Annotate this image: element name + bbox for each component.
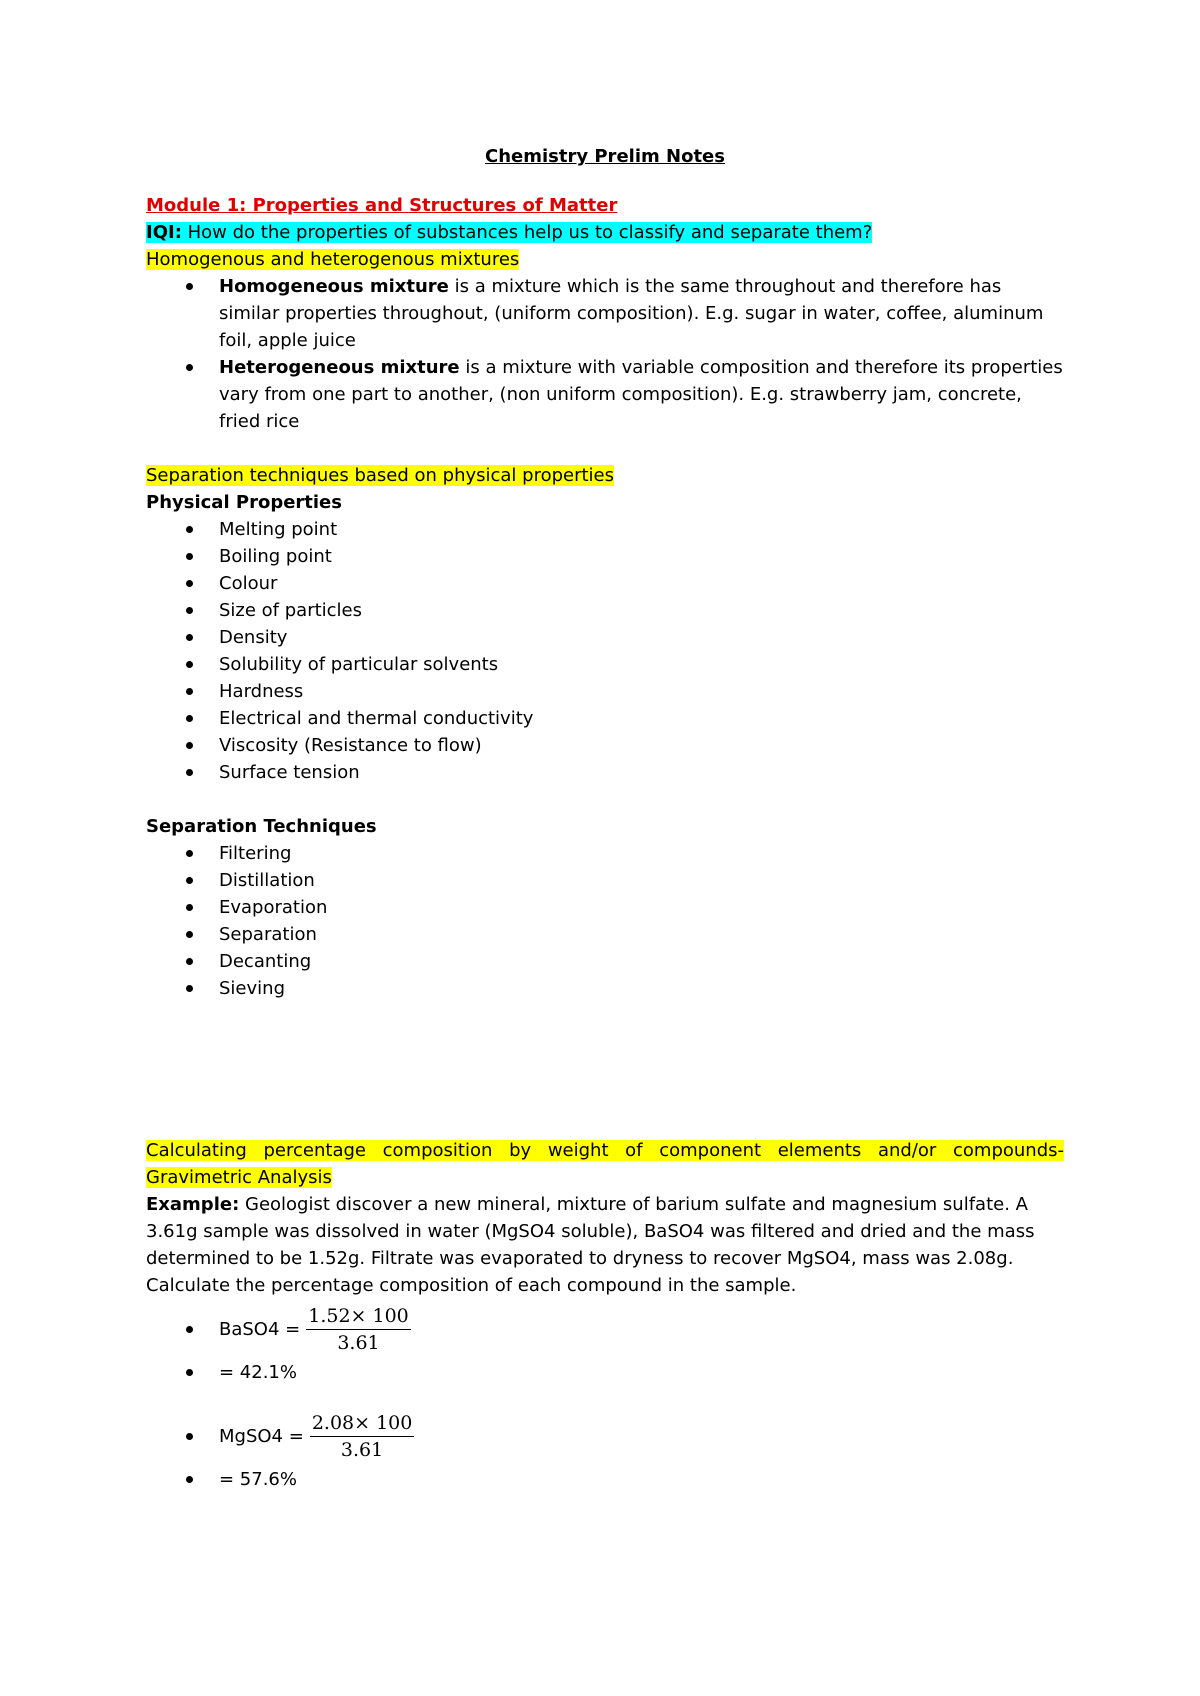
separation-techniques-list [146, 840, 1064, 1002]
mixtures-heading-line [146, 246, 1064, 273]
list-item-homogeneous [146, 273, 1064, 354]
example-text: Geologist discover a new mineral, mixture of barium sulfate and magnesium sulfate. A 3.61g sample was dissolved in water (MgSO4 soluble), BaSO4 was filtered and dried and the mass determined to be 1.52g. Filtrate was evaporated to dryness to recover MgSO4, mass was 2.08g. Calculate the percentage composition of each compound in the sample. [146, 1194, 1035, 1296]
mixtures-heading: Homogenous and heterogenous mixtures [146, 249, 520, 270]
separation-physical-heading: Separation techniques based on physical properties [146, 465, 615, 486]
gravimetric-heading-line1 [146, 1137, 1064, 1164]
term-homogeneous: Homogeneous mixture [219, 276, 449, 297]
list-item: Filtering [146, 840, 1064, 867]
baso4-calculation [146, 1299, 1064, 1386]
mgso4-numerator: 2.08× 100 [310, 1410, 415, 1437]
list-item: Sieving [146, 975, 1064, 1002]
mgso4-formula [146, 1406, 1064, 1466]
separation-techniques-heading: Separation Techniques [146, 816, 377, 837]
baso4-result: = 42.1% [146, 1359, 1064, 1386]
list-item: Boiling point [146, 543, 1064, 570]
list-item-heterogeneous [146, 354, 1064, 435]
document-page [146, 143, 1064, 1493]
spacer [146, 435, 1064, 462]
iqi-label: IQI: [146, 222, 182, 243]
physical-properties-heading: Physical Properties [146, 492, 342, 513]
mgso4-label: MgSO4 = [219, 1425, 304, 1447]
definition-homogeneous: is a mixture which is the same throughout and therefore has similar properties throughout, (uniform composition). E.g. sugar in water, coffee, aluminum foil, apple juice [219, 276, 1044, 351]
mgso4-result: = 57.6% [146, 1466, 1064, 1493]
separation-physical-heading-line [146, 462, 1064, 489]
list-item: Electrical and thermal conductivity [146, 705, 1064, 732]
baso4-denominator: 3.61 [337, 1331, 380, 1354]
baso4-formula [146, 1299, 1064, 1359]
baso4-fraction [306, 1303, 411, 1356]
example-paragraph [146, 1191, 1064, 1299]
iqi-text: How do the properties of substances help us to classify and separate them? [181, 222, 873, 243]
page-title: Chemistry Prelim Notes [485, 146, 725, 167]
gravimetric-heading-2: Gravimetric Analysis [146, 1167, 332, 1188]
list-item: Size of particles [146, 597, 1064, 624]
list-item: Melting point [146, 516, 1064, 543]
mgso4-calculation [146, 1406, 1064, 1493]
mgso4-denominator: 3.61 [340, 1438, 384, 1461]
term-heterogeneous: Heterogeneous mixture [219, 357, 460, 378]
baso4-numerator: 1.52× 100 [306, 1303, 411, 1330]
list-item: Colour [146, 570, 1064, 597]
list-item: Decanting [146, 948, 1064, 975]
spacer [146, 786, 1064, 813]
mgso4-fraction [310, 1410, 415, 1463]
gravimetric-heading-line2 [146, 1164, 1064, 1191]
baso4-label: BaSO4 = [219, 1318, 301, 1340]
list-item: Distillation [146, 867, 1064, 894]
module-heading: Module 1: Properties and Structures of Matter [146, 195, 618, 216]
list-item: Density [146, 624, 1064, 651]
list-item: Solubility of particular solvents [146, 651, 1064, 678]
gravimetric-heading-1: Calculating percentage composition by weight of component elements and/or compounds- [146, 1140, 1064, 1161]
physical-properties-list [146, 516, 1064, 786]
iqi-line [146, 219, 1064, 246]
list-item: Separation [146, 921, 1064, 948]
list-item: Hardness [146, 678, 1064, 705]
example-label: Example: [146, 1194, 240, 1215]
mixtures-list [146, 273, 1064, 435]
list-item: Viscosity (Resistance to flow) [146, 732, 1064, 759]
iqi-highlight [146, 222, 872, 243]
spacer [146, 1386, 1064, 1406]
spacer [146, 1002, 1064, 1137]
list-item: Evaporation [146, 894, 1064, 921]
definition-heterogeneous: is a mixture with variable composition and therefore its properties vary from one part to another, (non uniform composition). E.g. strawberry jam, concrete, fried rice [219, 357, 1063, 432]
list-item: Surface tension [146, 759, 1064, 786]
